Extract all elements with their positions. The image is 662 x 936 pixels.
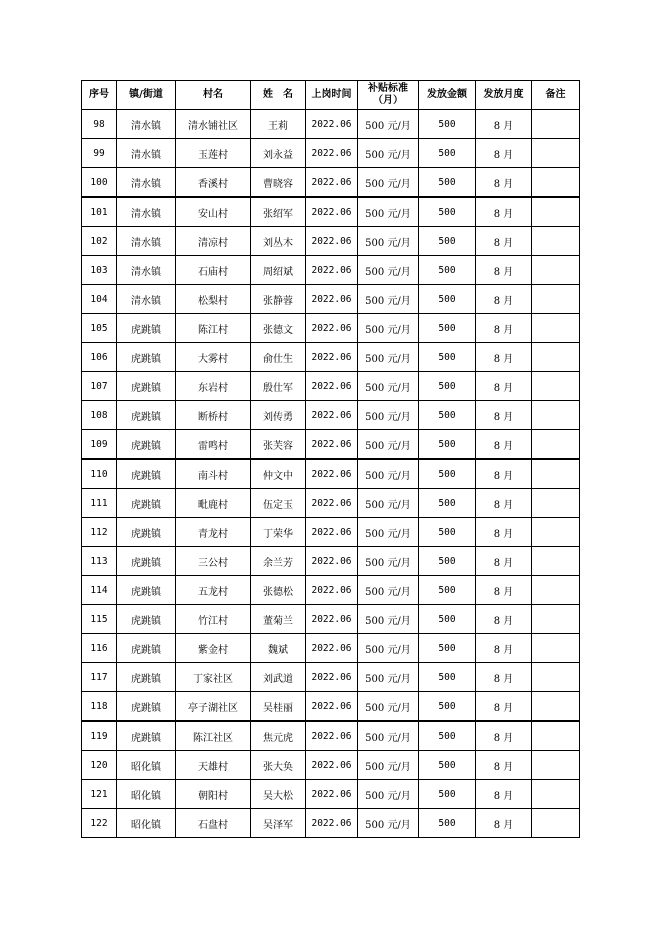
cell-village: 安山村 [176, 197, 251, 227]
table-row [82, 809, 580, 838]
cell-start-date: 2022.06 [306, 459, 358, 489]
cell-note [532, 692, 580, 722]
cell-village: 雷鸣村 [176, 430, 251, 460]
cell-amount: 500 [419, 227, 476, 256]
cell-subsidy-standard: 500 元/月 [358, 809, 419, 838]
cell-no: 104 [82, 285, 117, 314]
cell-name: 刘武道 [251, 663, 306, 692]
cell-name: 刘传勇 [251, 401, 306, 430]
cell-subsidy-standard: 500 元/月 [358, 227, 419, 256]
table-row [82, 314, 580, 343]
cell-no: 111 [82, 489, 117, 518]
cell-start-date: 2022.06 [306, 547, 358, 576]
cell-month: 8 月 [476, 547, 532, 576]
cell-no: 100 [82, 168, 117, 198]
cell-town: 虎跳镇 [117, 547, 176, 576]
cell-amount: 500 [419, 139, 476, 168]
cell-month: 8 月 [476, 751, 532, 780]
col-header-month: 发放月度 [476, 81, 532, 110]
cell-month: 8 月 [476, 576, 532, 605]
table-row [82, 139, 580, 168]
cell-town: 虎跳镇 [117, 692, 176, 722]
cell-town: 清水镇 [117, 110, 176, 139]
cell-amount: 500 [419, 197, 476, 227]
cell-village: 陈江社区 [176, 721, 251, 751]
cell-amount: 500 [419, 547, 476, 576]
header-row [82, 81, 580, 110]
cell-no: 112 [82, 518, 117, 547]
cell-name: 张绍军 [251, 197, 306, 227]
cell-village: 断桥村 [176, 401, 251, 430]
table-row [82, 518, 580, 547]
cell-no: 102 [82, 227, 117, 256]
cell-note [532, 227, 580, 256]
cell-note [532, 605, 580, 634]
cell-amount: 500 [419, 430, 476, 460]
col-header-name: 姓 名 [251, 81, 306, 110]
cell-no: 114 [82, 576, 117, 605]
cell-no: 116 [82, 634, 117, 663]
cell-name: 董菊兰 [251, 605, 306, 634]
cell-subsidy-standard: 500 元/月 [358, 314, 419, 343]
cell-month: 8 月 [476, 430, 532, 460]
cell-note [532, 343, 580, 372]
table-row [82, 227, 580, 256]
table-row [82, 459, 580, 489]
cell-month: 8 月 [476, 285, 532, 314]
cell-town: 昭化镇 [117, 751, 176, 780]
cell-subsidy-standard: 500 元/月 [358, 634, 419, 663]
cell-amount: 500 [419, 809, 476, 838]
cell-subsidy-standard: 500 元/月 [358, 430, 419, 460]
cell-amount: 500 [419, 780, 476, 809]
cell-note [532, 314, 580, 343]
cell-town: 清水镇 [117, 256, 176, 285]
cell-amount: 500 [419, 285, 476, 314]
cell-village: 南斗村 [176, 459, 251, 489]
cell-town: 虎跳镇 [117, 401, 176, 430]
cell-subsidy-standard: 500 元/月 [358, 401, 419, 430]
cell-subsidy-standard: 500 元/月 [358, 110, 419, 139]
table-row [82, 401, 580, 430]
cell-town: 虎跳镇 [117, 459, 176, 489]
cell-note [532, 809, 580, 838]
cell-subsidy-standard: 500 元/月 [358, 605, 419, 634]
cell-town: 清水镇 [117, 197, 176, 227]
cell-no: 107 [82, 372, 117, 401]
cell-start-date: 2022.06 [306, 372, 358, 401]
cell-no: 118 [82, 692, 117, 722]
cell-no: 113 [82, 547, 117, 576]
cell-amount: 500 [419, 489, 476, 518]
cell-name: 张德松 [251, 576, 306, 605]
cell-month: 8 月 [476, 139, 532, 168]
cell-subsidy-standard: 500 元/月 [358, 547, 419, 576]
cell-month: 8 月 [476, 401, 532, 430]
cell-no: 98 [82, 110, 117, 139]
cell-name: 吴桂丽 [251, 692, 306, 722]
cell-town: 虎跳镇 [117, 605, 176, 634]
col-header-start-date: 上岗时间 [306, 81, 358, 110]
cell-subsidy-standard: 500 元/月 [358, 372, 419, 401]
cell-month: 8 月 [476, 459, 532, 489]
cell-no: 105 [82, 314, 117, 343]
cell-note [532, 197, 580, 227]
cell-name: 焦元虎 [251, 721, 306, 751]
cell-name: 吴大松 [251, 780, 306, 809]
cell-name: 张静蓉 [251, 285, 306, 314]
cell-name: 俞仕生 [251, 343, 306, 372]
cell-village: 玉莲村 [176, 139, 251, 168]
cell-name: 仲文中 [251, 459, 306, 489]
cell-village: 三公村 [176, 547, 251, 576]
cell-amount: 500 [419, 256, 476, 285]
table-row [82, 285, 580, 314]
cell-month: 8 月 [476, 110, 532, 139]
cell-start-date: 2022.06 [306, 256, 358, 285]
cell-amount: 500 [419, 721, 476, 751]
col-header-village: 村名 [176, 81, 251, 110]
cell-town: 昭化镇 [117, 809, 176, 838]
cell-month: 8 月 [476, 168, 532, 198]
table-row [82, 430, 580, 460]
cell-month: 8 月 [476, 372, 532, 401]
cell-town: 虎跳镇 [117, 343, 176, 372]
cell-village: 紫金村 [176, 634, 251, 663]
table-row [82, 168, 580, 198]
cell-village: 石盘村 [176, 809, 251, 838]
cell-amount: 500 [419, 634, 476, 663]
cell-name: 曹晓容 [251, 168, 306, 198]
cell-month: 8 月 [476, 634, 532, 663]
cell-no: 109 [82, 430, 117, 460]
cell-amount: 500 [419, 314, 476, 343]
table-row [82, 197, 580, 227]
cell-name: 丁荣华 [251, 518, 306, 547]
cell-subsidy-standard: 500 元/月 [358, 256, 419, 285]
cell-note [532, 139, 580, 168]
cell-start-date: 2022.06 [306, 314, 358, 343]
cell-village: 东岩村 [176, 372, 251, 401]
cell-town: 清水镇 [117, 285, 176, 314]
cell-amount: 500 [419, 576, 476, 605]
table-row [82, 547, 580, 576]
cell-name: 王莉 [251, 110, 306, 139]
cell-start-date: 2022.06 [306, 343, 358, 372]
col-header-no: 序号 [82, 81, 117, 110]
cell-start-date: 2022.06 [306, 139, 358, 168]
cell-start-date: 2022.06 [306, 197, 358, 227]
cell-town: 虎跳镇 [117, 314, 176, 343]
cell-start-date: 2022.06 [306, 430, 358, 460]
table-row [82, 343, 580, 372]
cell-village: 天雄村 [176, 751, 251, 780]
cell-note [532, 401, 580, 430]
cell-amount: 500 [419, 692, 476, 722]
cell-start-date: 2022.06 [306, 605, 358, 634]
cell-subsidy-standard: 500 元/月 [358, 751, 419, 780]
cell-village: 石庙村 [176, 256, 251, 285]
cell-start-date: 2022.06 [306, 692, 358, 722]
cell-town: 虎跳镇 [117, 576, 176, 605]
cell-note [532, 110, 580, 139]
cell-name: 魏斌 [251, 634, 306, 663]
cell-no: 101 [82, 197, 117, 227]
cell-town: 虎跳镇 [117, 430, 176, 460]
cell-village: 大雾村 [176, 343, 251, 372]
cell-start-date: 2022.06 [306, 576, 358, 605]
cell-month: 8 月 [476, 605, 532, 634]
cell-subsidy-standard: 500 元/月 [358, 459, 419, 489]
cell-name: 张芙容 [251, 430, 306, 460]
col-header-subsidy-standard [358, 81, 419, 110]
cell-month: 8 月 [476, 343, 532, 372]
cell-start-date: 2022.06 [306, 489, 358, 518]
cell-note [532, 285, 580, 314]
cell-month: 8 月 [476, 256, 532, 285]
cell-start-date: 2022.06 [306, 168, 358, 198]
table-row [82, 780, 580, 809]
cell-no: 115 [82, 605, 117, 634]
cell-town: 清水镇 [117, 168, 176, 198]
cell-month: 8 月 [476, 721, 532, 751]
subsidy-header-line1: 补贴标准 [368, 83, 408, 94]
cell-no: 120 [82, 751, 117, 780]
cell-start-date: 2022.06 [306, 285, 358, 314]
cell-amount: 500 [419, 663, 476, 692]
cell-name: 刘丛木 [251, 227, 306, 256]
cell-note [532, 430, 580, 460]
cell-amount: 500 [419, 168, 476, 198]
cell-name: 刘永益 [251, 139, 306, 168]
cell-subsidy-standard: 500 元/月 [358, 197, 419, 227]
cell-amount: 500 [419, 343, 476, 372]
cell-month: 8 月 [476, 663, 532, 692]
cell-village: 毗鹿村 [176, 489, 251, 518]
table-row [82, 372, 580, 401]
cell-village: 陈江村 [176, 314, 251, 343]
cell-name: 吴泽军 [251, 809, 306, 838]
cell-name: 伍定玉 [251, 489, 306, 518]
cell-month: 8 月 [476, 780, 532, 809]
table-row [82, 721, 580, 751]
cell-village: 亭子湖社区 [176, 692, 251, 722]
cell-note [532, 489, 580, 518]
cell-town: 清水镇 [117, 139, 176, 168]
cell-amount: 500 [419, 751, 476, 780]
cell-village: 竹江村 [176, 605, 251, 634]
cell-name: 余兰芳 [251, 547, 306, 576]
cell-note [532, 663, 580, 692]
cell-name: 殷仕军 [251, 372, 306, 401]
cell-start-date: 2022.06 [306, 663, 358, 692]
table-row [82, 751, 580, 780]
cell-start-date: 2022.06 [306, 227, 358, 256]
cell-no: 110 [82, 459, 117, 489]
cell-start-date: 2022.06 [306, 110, 358, 139]
cell-subsidy-standard: 500 元/月 [358, 168, 419, 198]
cell-note [532, 459, 580, 489]
cell-village: 松梨村 [176, 285, 251, 314]
cell-note [532, 547, 580, 576]
cell-no: 99 [82, 139, 117, 168]
table-row [82, 576, 580, 605]
cell-town: 虎跳镇 [117, 489, 176, 518]
cell-amount: 500 [419, 110, 476, 139]
cell-village: 丁家社区 [176, 663, 251, 692]
cell-note [532, 518, 580, 547]
cell-start-date: 2022.06 [306, 809, 358, 838]
cell-subsidy-standard: 500 元/月 [358, 692, 419, 722]
cell-note [532, 634, 580, 663]
col-header-town: 镇/街道 [117, 81, 176, 110]
cell-no: 103 [82, 256, 117, 285]
cell-no: 117 [82, 663, 117, 692]
cell-village: 朝阳村 [176, 780, 251, 809]
cell-note [532, 372, 580, 401]
cell-name: 张大奂 [251, 751, 306, 780]
cell-start-date: 2022.06 [306, 401, 358, 430]
cell-note [532, 256, 580, 285]
cell-note [532, 780, 580, 809]
cell-month: 8 月 [476, 692, 532, 722]
cell-amount: 500 [419, 401, 476, 430]
cell-village: 五龙村 [176, 576, 251, 605]
cell-month: 8 月 [476, 197, 532, 227]
table-row [82, 634, 580, 663]
cell-start-date: 2022.06 [306, 721, 358, 751]
table-row [82, 110, 580, 139]
cell-town: 昭化镇 [117, 780, 176, 809]
cell-subsidy-standard: 500 元/月 [358, 489, 419, 518]
cell-amount: 500 [419, 518, 476, 547]
cell-amount: 500 [419, 605, 476, 634]
cell-amount: 500 [419, 372, 476, 401]
cell-note [532, 721, 580, 751]
cell-start-date: 2022.06 [306, 780, 358, 809]
cell-subsidy-standard: 500 元/月 [358, 518, 419, 547]
table-row [82, 663, 580, 692]
cell-start-date: 2022.06 [306, 751, 358, 780]
cell-note [532, 168, 580, 198]
cell-month: 8 月 [476, 314, 532, 343]
cell-no: 106 [82, 343, 117, 372]
cell-no: 108 [82, 401, 117, 430]
cell-subsidy-standard: 500 元/月 [358, 780, 419, 809]
cell-no: 121 [82, 780, 117, 809]
cell-month: 8 月 [476, 227, 532, 256]
cell-subsidy-standard: 500 元/月 [358, 285, 419, 314]
cell-name: 周绍斌 [251, 256, 306, 285]
table-row [82, 256, 580, 285]
cell-subsidy-standard: 500 元/月 [358, 343, 419, 372]
cell-start-date: 2022.06 [306, 518, 358, 547]
col-header-note: 备注 [532, 81, 580, 110]
cell-subsidy-standard: 500 元/月 [358, 139, 419, 168]
table-row [82, 489, 580, 518]
cell-subsidy-standard: 500 元/月 [358, 576, 419, 605]
cell-note [532, 576, 580, 605]
cell-town: 清水镇 [117, 227, 176, 256]
cell-village: 清凉村 [176, 227, 251, 256]
table-row [82, 692, 580, 722]
cell-month: 8 月 [476, 518, 532, 547]
subsidy-header-line2: （月） [373, 95, 403, 106]
cell-town: 虎跳镇 [117, 518, 176, 547]
cell-village: 清水铺社区 [176, 110, 251, 139]
cell-month: 8 月 [476, 809, 532, 838]
cell-no: 119 [82, 721, 117, 751]
cell-name: 张德文 [251, 314, 306, 343]
cell-town: 虎跳镇 [117, 721, 176, 751]
cell-note [532, 751, 580, 780]
cell-month: 8 月 [476, 489, 532, 518]
cell-town: 虎跳镇 [117, 372, 176, 401]
col-header-amount: 发放金额 [419, 81, 476, 110]
cell-town: 虎跳镇 [117, 663, 176, 692]
cell-subsidy-standard: 500 元/月 [358, 721, 419, 751]
cell-no: 122 [82, 809, 117, 838]
cell-subsidy-standard: 500 元/月 [358, 663, 419, 692]
cell-village: 青龙村 [176, 518, 251, 547]
cell-village: 香溪村 [176, 168, 251, 198]
cell-start-date: 2022.06 [306, 634, 358, 663]
subsidy-table [81, 80, 580, 838]
table-row [82, 605, 580, 634]
cell-town: 虎跳镇 [117, 634, 176, 663]
cell-amount: 500 [419, 459, 476, 489]
